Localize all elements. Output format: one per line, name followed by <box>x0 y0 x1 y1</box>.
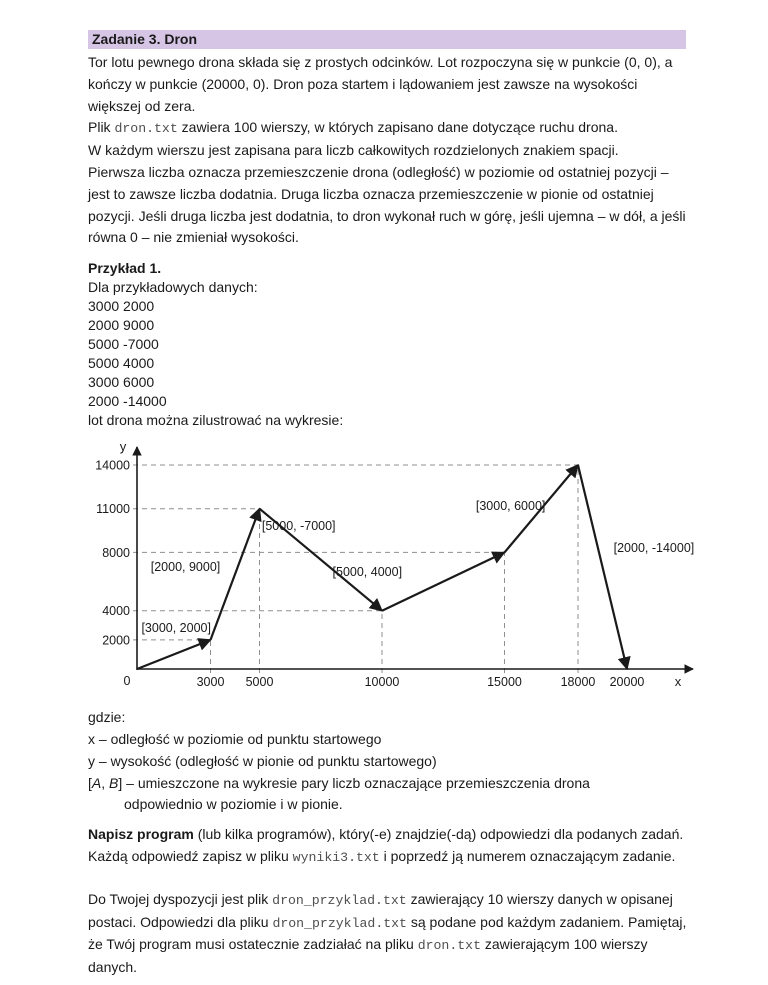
data-line: 3000 2000 <box>88 298 155 315</box>
text-run: i poprzedź ją numerem oznaczającym zadanie. <box>379 847 676 864</box>
text-run: [ <box>88 774 92 791</box>
svg-text:20000: 20000 <box>609 675 645 690</box>
text-run: są podane pod każdym zadaniem. Pamiętaj, że Twój program musi ostatecznie zadziałać na pliku <box>88 913 687 953</box>
text-run: dron.txt <box>417 938 481 954</box>
text-run: Tor lotu pewnego drona składa się z prostych odcinków. Lot rozpoczyna się w punkcie (0, 0), a kończy w punkcie (20000, 0). Dron poza startem i lądowaniem jest zawsze na wysokości większej od zera. <box>88 54 673 114</box>
flight-chart-container <box>88 435 694 707</box>
text-run: wyniki3.txt <box>292 849 380 865</box>
legend-y-line <box>88 751 694 773</box>
text-run: , <box>101 774 110 791</box>
text-run: Do Twojej dyspozycji jest plik <box>88 890 273 907</box>
svg-text:[5000, 4000]: [5000, 4000] <box>332 565 403 580</box>
text-run: Pierwsza liczba oznacza przemieszczenie drona (odległość) w poziomie od ostatniej pozycji – jest to zawsze liczba dodatnia. Druga liczba oznacza przemieszczenie w pionie od ostatniej pozycji. Jeśli druga liczba jest dodatnia, to dron wykonał ruch w górę, jeśli ujemna – w dół, a jeśli równa 0 – nie zmieniał wysokości. <box>88 163 686 246</box>
svg-text:3000: 3000 <box>196 675 225 690</box>
legend-ab-line <box>88 773 694 795</box>
task-title: Zadanie 3. Dron <box>92 31 198 47</box>
paragraph-intro-3 <box>88 140 694 162</box>
text-run: zawiera 100 wierszy, w których zapisano dane dotyczące ruchu drona. <box>177 119 618 136</box>
svg-text:[3000, 6000]: [3000, 6000] <box>475 498 546 513</box>
files-paragraph <box>88 889 694 979</box>
text-run: B <box>109 774 119 791</box>
task-paragraph <box>88 824 694 869</box>
text-run: x – odległość w poziomie od punktu startowego <box>88 730 382 747</box>
text-run: dron.txt <box>114 121 178 137</box>
paragraph-intro-4 <box>88 162 694 249</box>
text-run: y – wysokość (odległość w pionie od punktu startowego) <box>88 752 437 769</box>
svg-text:y: y <box>119 439 127 455</box>
svg-text:10000: 10000 <box>364 675 400 690</box>
svg-text:4000: 4000 <box>102 604 130 619</box>
svg-text:[3000, 2000]: [3000, 2000] <box>141 621 211 636</box>
task-header <box>88 30 686 49</box>
example-heading: Przykład 1. <box>88 260 162 277</box>
data-line: 2000 9000 <box>88 317 155 334</box>
svg-text:14000: 14000 <box>95 458 130 473</box>
text-run: ] – umieszczone na wykresie pary liczb oznaczające przemieszczenia drona <box>118 774 590 791</box>
text-run: dron_przyklad.txt <box>272 892 407 908</box>
text-run: dron_przyklad.txt <box>272 915 407 931</box>
svg-text:[2000, -14000]: [2000, -14000] <box>613 541 695 556</box>
svg-text:11000: 11000 <box>96 502 130 517</box>
text-run: zawierający 10 wierszy danych w opisanej postaci. Odpowiedzi dla pliku <box>88 890 673 930</box>
data-line: 3000 6000 <box>88 374 155 391</box>
data-line: 2000 -14000 <box>88 393 167 410</box>
text-run: W każdym wierszu jest zapisana para liczb całkowitych rozdzielonych znakiem spacji. <box>88 142 619 159</box>
text-run: (lub kilka programów), który(-e) znajdzie(-dą) odpowiedzi dla podanych zadań. Każdą odpowiedź zapisz w pliku <box>88 826 684 864</box>
text-run: A <box>91 774 102 791</box>
legend-x-line <box>88 729 694 751</box>
svg-text:x: x <box>674 674 682 690</box>
example-lead: Dla przykładowych danych: <box>88 279 258 296</box>
svg-text:[5000, -7000]: [5000, -7000] <box>261 519 336 534</box>
legend-ab-continuation: odpowiednio w poziomie i w pionie. <box>124 796 343 813</box>
legend-gdzie: gdzie: <box>88 709 126 726</box>
example-data-lines <box>88 297 694 411</box>
data-line: 5000 -7000 <box>88 336 159 353</box>
text-run: zawierającym 100 wierszy danych. <box>88 936 648 976</box>
text-run: Napisz program <box>88 826 194 843</box>
svg-text:5000: 5000 <box>245 675 274 690</box>
chart-legend-block <box>88 707 694 816</box>
svg-text:2000: 2000 <box>102 633 130 648</box>
example-tail: lot drona można zilustrować na wykresie: <box>88 412 344 429</box>
paragraph-intro-1 <box>88 52 694 117</box>
paragraph-intro-2 <box>88 117 694 140</box>
svg-text:8000: 8000 <box>102 546 130 561</box>
svg-text:18000: 18000 <box>560 675 596 690</box>
svg-text:[2000, 9000]: [2000, 9000] <box>150 560 221 575</box>
example-section <box>88 259 694 430</box>
data-line: 5000 4000 <box>88 355 155 372</box>
svg-text:15000: 15000 <box>487 675 522 690</box>
svg-text:0: 0 <box>123 674 131 689</box>
text-run: Plik <box>88 119 115 136</box>
flight-chart <box>88 435 708 707</box>
